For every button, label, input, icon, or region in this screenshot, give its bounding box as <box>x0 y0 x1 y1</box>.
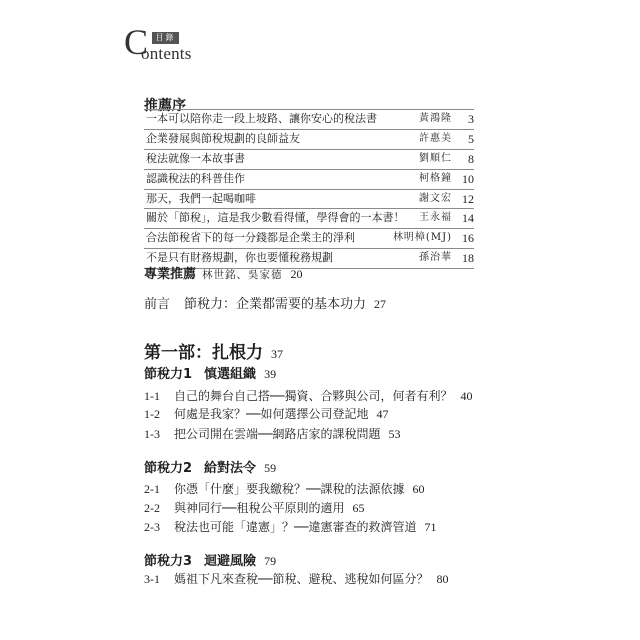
chapter-page: 39 <box>264 367 277 381</box>
item-text: 媽祖下凡來查稅──節稅、避稅、逃稅如何區分？ <box>174 572 429 586</box>
item-text: 把公司開在雲端──網路店家的課稅問題 <box>174 427 381 441</box>
preface-label: 前言 <box>144 297 171 312</box>
item-title: 合法節稅省下的每一分錢都是企業主的淨利 <box>146 231 355 245</box>
item-title: 企業發展與節稅規劃的良師益友 <box>146 131 300 145</box>
item-author: 謝文宏 <box>419 192 452 204</box>
part-label: 第一部：扎根力 <box>144 343 263 363</box>
item-text: 自己的舞台自己搭──獨資、合夥與公司，何者有利？ <box>174 389 453 403</box>
item-author: 許惠美 <box>419 132 452 144</box>
item-text: 何處是我家？──如何選擇公司登記地 <box>174 407 369 421</box>
item-author: 柯格鐘 <box>419 172 452 184</box>
item-title: 那天，我們一起喝咖啡 <box>146 191 256 205</box>
logo-word: ontents <box>141 44 192 63</box>
preface-page: 27 <box>374 297 387 311</box>
toc-item[interactable] <box>144 499 364 516</box>
item-text: 與神同行──租稅公平原則的適用 <box>174 501 345 515</box>
toc-item[interactable] <box>144 425 400 442</box>
preface-entry[interactable] <box>144 293 386 312</box>
item-author: 劉順仁 <box>419 152 452 164</box>
item-page: 5 <box>468 131 474 146</box>
list-item[interactable] <box>144 129 474 149</box>
item-text: 你憑「什麼」要我繳稅？──課稅的法源依據 <box>174 482 405 496</box>
chapter-label: 節稅力2 <box>144 461 193 476</box>
item-page: 53 <box>388 427 401 441</box>
item-page: 10 <box>462 171 474 186</box>
list-item[interactable] <box>144 189 474 209</box>
item-page: 80 <box>436 572 449 586</box>
item-author: 林明樟(MJ) <box>392 232 452 244</box>
list-item[interactable] <box>144 149 474 169</box>
item-title: 關於「節稅」，這是我少數看得懂，學得會的一本書！ <box>146 211 405 225</box>
item-author: 黃鴻隆 <box>419 113 452 124</box>
toc-item[interactable] <box>144 387 472 404</box>
item-title: 認識稅法的科普佳作 <box>146 171 245 185</box>
pro-names: 林世銘、吳家德 <box>202 269 283 281</box>
item-page: 71 <box>424 520 437 534</box>
chapter-heading[interactable] <box>144 363 276 382</box>
item-page: 47 <box>376 407 389 421</box>
item-page: 12 <box>462 191 474 206</box>
item-title: 稅法就像一本故事書 <box>146 151 245 165</box>
chapter-label: 節稅力3 <box>144 554 193 569</box>
item-page: 60 <box>412 482 425 496</box>
toc-item[interactable] <box>144 518 436 535</box>
pro-recommend-entry[interactable] <box>144 263 303 282</box>
list-item[interactable] <box>144 169 474 189</box>
chapter-heading[interactable] <box>144 457 276 476</box>
item-num: 1-2 <box>144 407 160 421</box>
recommend-list <box>144 109 474 269</box>
item-num: 2-1 <box>144 482 160 496</box>
chapter-heading[interactable] <box>144 550 276 569</box>
part-title[interactable] <box>144 338 283 363</box>
toc-item[interactable] <box>144 405 388 422</box>
list-item[interactable] <box>144 208 474 228</box>
item-author: 孫治華 <box>419 252 452 264</box>
chapter-title: 迴避風險 <box>204 554 257 569</box>
chapter-page: 79 <box>264 554 277 568</box>
item-num: 2-2 <box>144 501 160 515</box>
item-page: 3 <box>468 112 474 126</box>
chapter-label: 節稅力1 <box>144 367 193 382</box>
logo-cn-label: 目錄 <box>152 32 179 44</box>
item-num: 1-3 <box>144 427 160 441</box>
pro-page: 20 <box>290 267 303 281</box>
item-text: 稅法也可能「違憲」？──違憲審查的救濟管道 <box>174 520 417 534</box>
item-page: 8 <box>468 151 474 166</box>
toc-item[interactable] <box>144 570 448 587</box>
contents-logo <box>124 22 204 63</box>
item-author: 王永福 <box>419 212 452 224</box>
item-page: 40 <box>460 389 473 403</box>
recommend-heading: 推薦序 <box>144 98 186 114</box>
chapter-title: 給對法令 <box>204 461 257 476</box>
item-page: 18 <box>462 251 474 266</box>
list-item[interactable] <box>144 109 474 129</box>
item-num: 1-1 <box>144 389 160 403</box>
part-page: 37 <box>271 347 283 361</box>
item-title: 不是只有財務規劃，你也要懂稅務規劃 <box>146 251 333 265</box>
item-title: 一本可以陪你走一段上坡路、讓你安心的稅法書 <box>146 112 377 125</box>
item-page: 65 <box>352 501 365 515</box>
item-num: 3-1 <box>144 572 160 586</box>
preface-title: 節稅力：企業都需要的基本功力 <box>184 297 367 312</box>
item-page: 16 <box>462 231 474 246</box>
item-page: 14 <box>462 211 474 226</box>
list-item[interactable] <box>144 228 474 248</box>
chapter-page: 59 <box>264 461 277 475</box>
toc-item[interactable] <box>144 480 424 497</box>
item-num: 2-3 <box>144 520 160 534</box>
logo-letter: C <box>124 22 149 62</box>
pro-label: 專業推薦 <box>144 267 197 282</box>
chapter-title: 慎選組織 <box>204 367 257 382</box>
